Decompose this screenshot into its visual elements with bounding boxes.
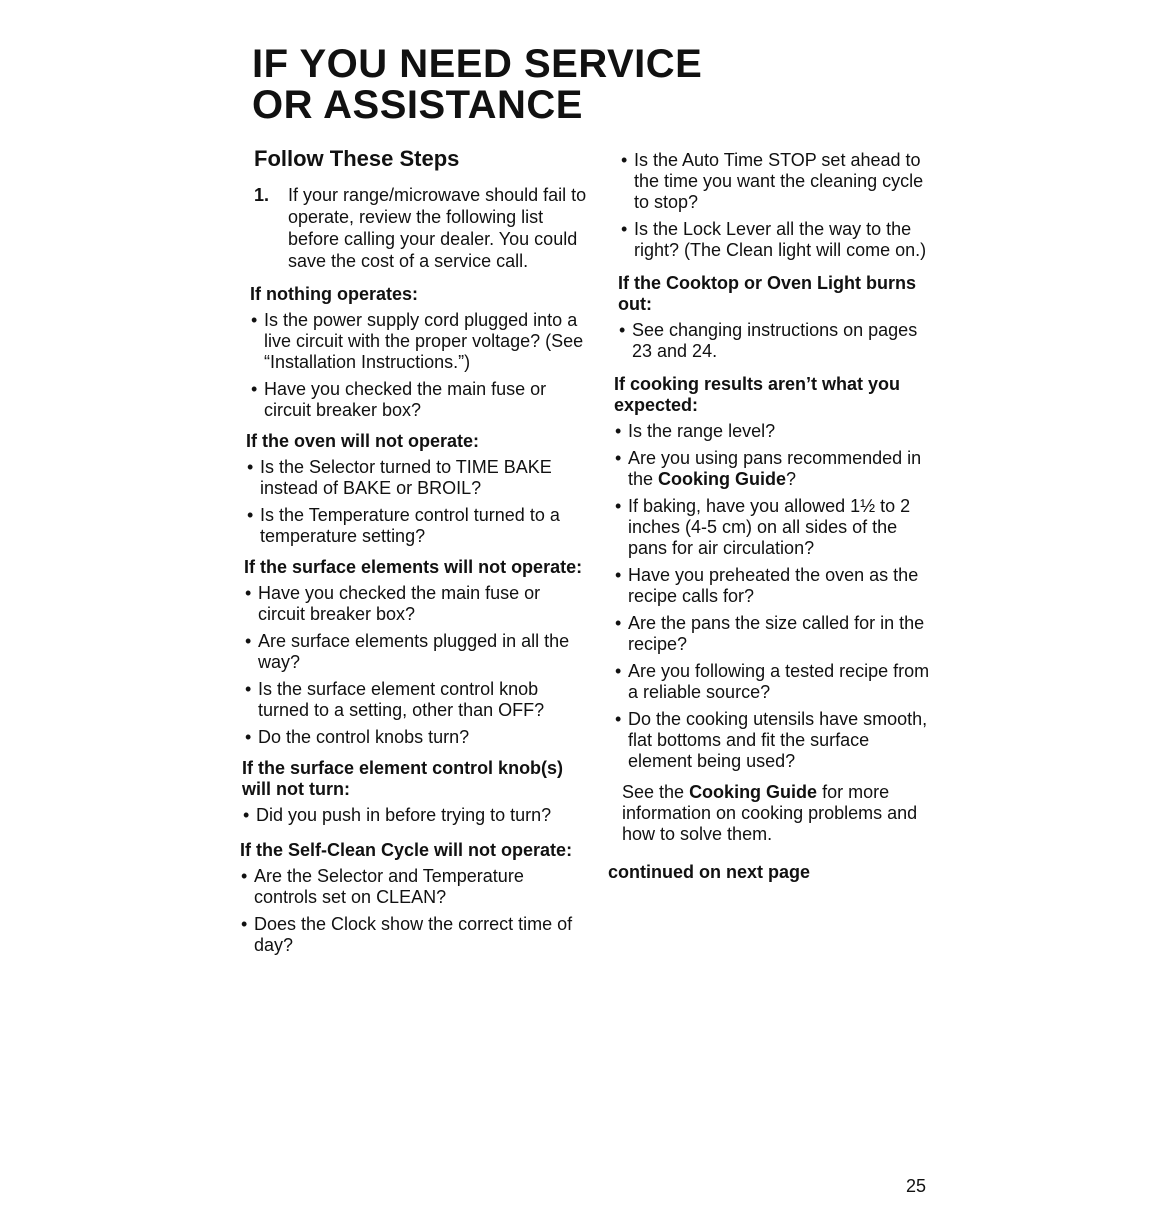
section-heading: If cooking results aren’t what you expected:: [614, 374, 901, 415]
list-item: • Did you push in before trying to turn?: [242, 805, 585, 826]
list-item: • Is the Lock Lever all the way to the right? (The Clean light will come on.): [620, 219, 936, 261]
cooking-guide-note: [622, 782, 936, 845]
list-item: • Have you preheated the oven as the recipe calls for?: [614, 565, 936, 607]
left-column: [240, 146, 585, 966]
list-item: • Do the cooking utensils have smooth, flat bottoms and fit the surface element being used?: [614, 709, 936, 772]
list-item: • Have you checked the main fuse or circuit breaker box?: [244, 583, 585, 625]
section-knobs-not-turn: [242, 758, 585, 826]
list-item: [614, 448, 936, 490]
list-item: • See changing instructions on pages 23 and 24.: [618, 320, 936, 362]
steps-heading: Follow These Steps: [254, 146, 460, 171]
list-item: • If baking, have you allowed 1½ to 2 inches (4-5 cm) on all sides of the pans for air circulation?: [614, 496, 936, 559]
list-item: • Are the Selector and Temperature controls set on CLEAN?: [240, 866, 585, 908]
step-1-text: If your range/microwave should fail to operate, review the following list before calling your dealer. You could save the cost of a service call.: [288, 185, 587, 271]
section-heading: If the oven will not operate:: [246, 431, 480, 451]
list-item: • Are surface elements plugged in all the way?: [244, 631, 585, 673]
step-1: [254, 184, 588, 272]
step-1-number: 1.: [254, 185, 270, 205]
section-self-clean: [240, 840, 585, 956]
list-item: • Have you checked the main fuse or circuit breaker box?: [250, 379, 585, 421]
title-line-2: OR ASSISTANCE: [252, 83, 583, 127]
list-item: • Does the Clock show the correct time of day?: [240, 914, 585, 956]
section-nothing-operates: [250, 284, 585, 421]
page-number: 25: [906, 1176, 927, 1196]
continued-notice: continued on next page: [608, 862, 811, 882]
note-text: See the: [622, 782, 690, 802]
list-item: • Is the Auto Time STOP set ahead to the time you want the cleaning cycle to stop?: [620, 150, 936, 213]
list-item: • Is the range level?: [614, 421, 936, 442]
list-item: • Is the Selector turned to TIME BAKE instead of BAKE or BROIL?: [246, 457, 585, 499]
right-column: [606, 150, 936, 883]
list-item: • Are you following a tested recipe from a reliable source?: [614, 661, 936, 703]
list-item: • Are the pans the size called for in the recipe?: [614, 613, 936, 655]
section-cooking-results: [614, 374, 936, 772]
section-heading: If the Self-Clean Cycle will not operate:: [240, 840, 573, 860]
list-item: • Is the surface element control knob turned to a setting, other than OFF?: [244, 679, 585, 721]
section-heading: If the Cooktop or Oven Light burns out:: [618, 273, 916, 314]
cooking-guide-ref: Cooking Guide: [658, 469, 787, 489]
list-item-text: Are you using pans recommended in the: [628, 448, 922, 489]
section-light-burns-out: [618, 273, 936, 362]
section-heading: If the surface element control knob(s) will not turn:: [242, 758, 564, 799]
section-heading: If nothing operates:: [250, 284, 418, 304]
list-item: • Do the control knobs turn?: [244, 727, 585, 748]
title-line-1: IF YOU NEED SERVICE: [252, 42, 703, 86]
cooking-guide-ref: Cooking Guide: [689, 782, 818, 802]
list-item-text: ?: [786, 469, 797, 489]
section-surface-elements: [244, 557, 585, 748]
list-item: • Is the Temperature control turned to a temperature setting?: [246, 505, 585, 547]
page-title: [252, 44, 702, 126]
list-item: • Is the power supply cord plugged into a live circuit with the proper voltage? (See “Installation Instructions.”): [250, 310, 585, 373]
note-text: for more information on cooking problems and how to solve them.: [622, 782, 918, 844]
section-heading: If the surface elements will not operate:: [244, 557, 583, 577]
section-oven-not-operate: [246, 431, 585, 547]
